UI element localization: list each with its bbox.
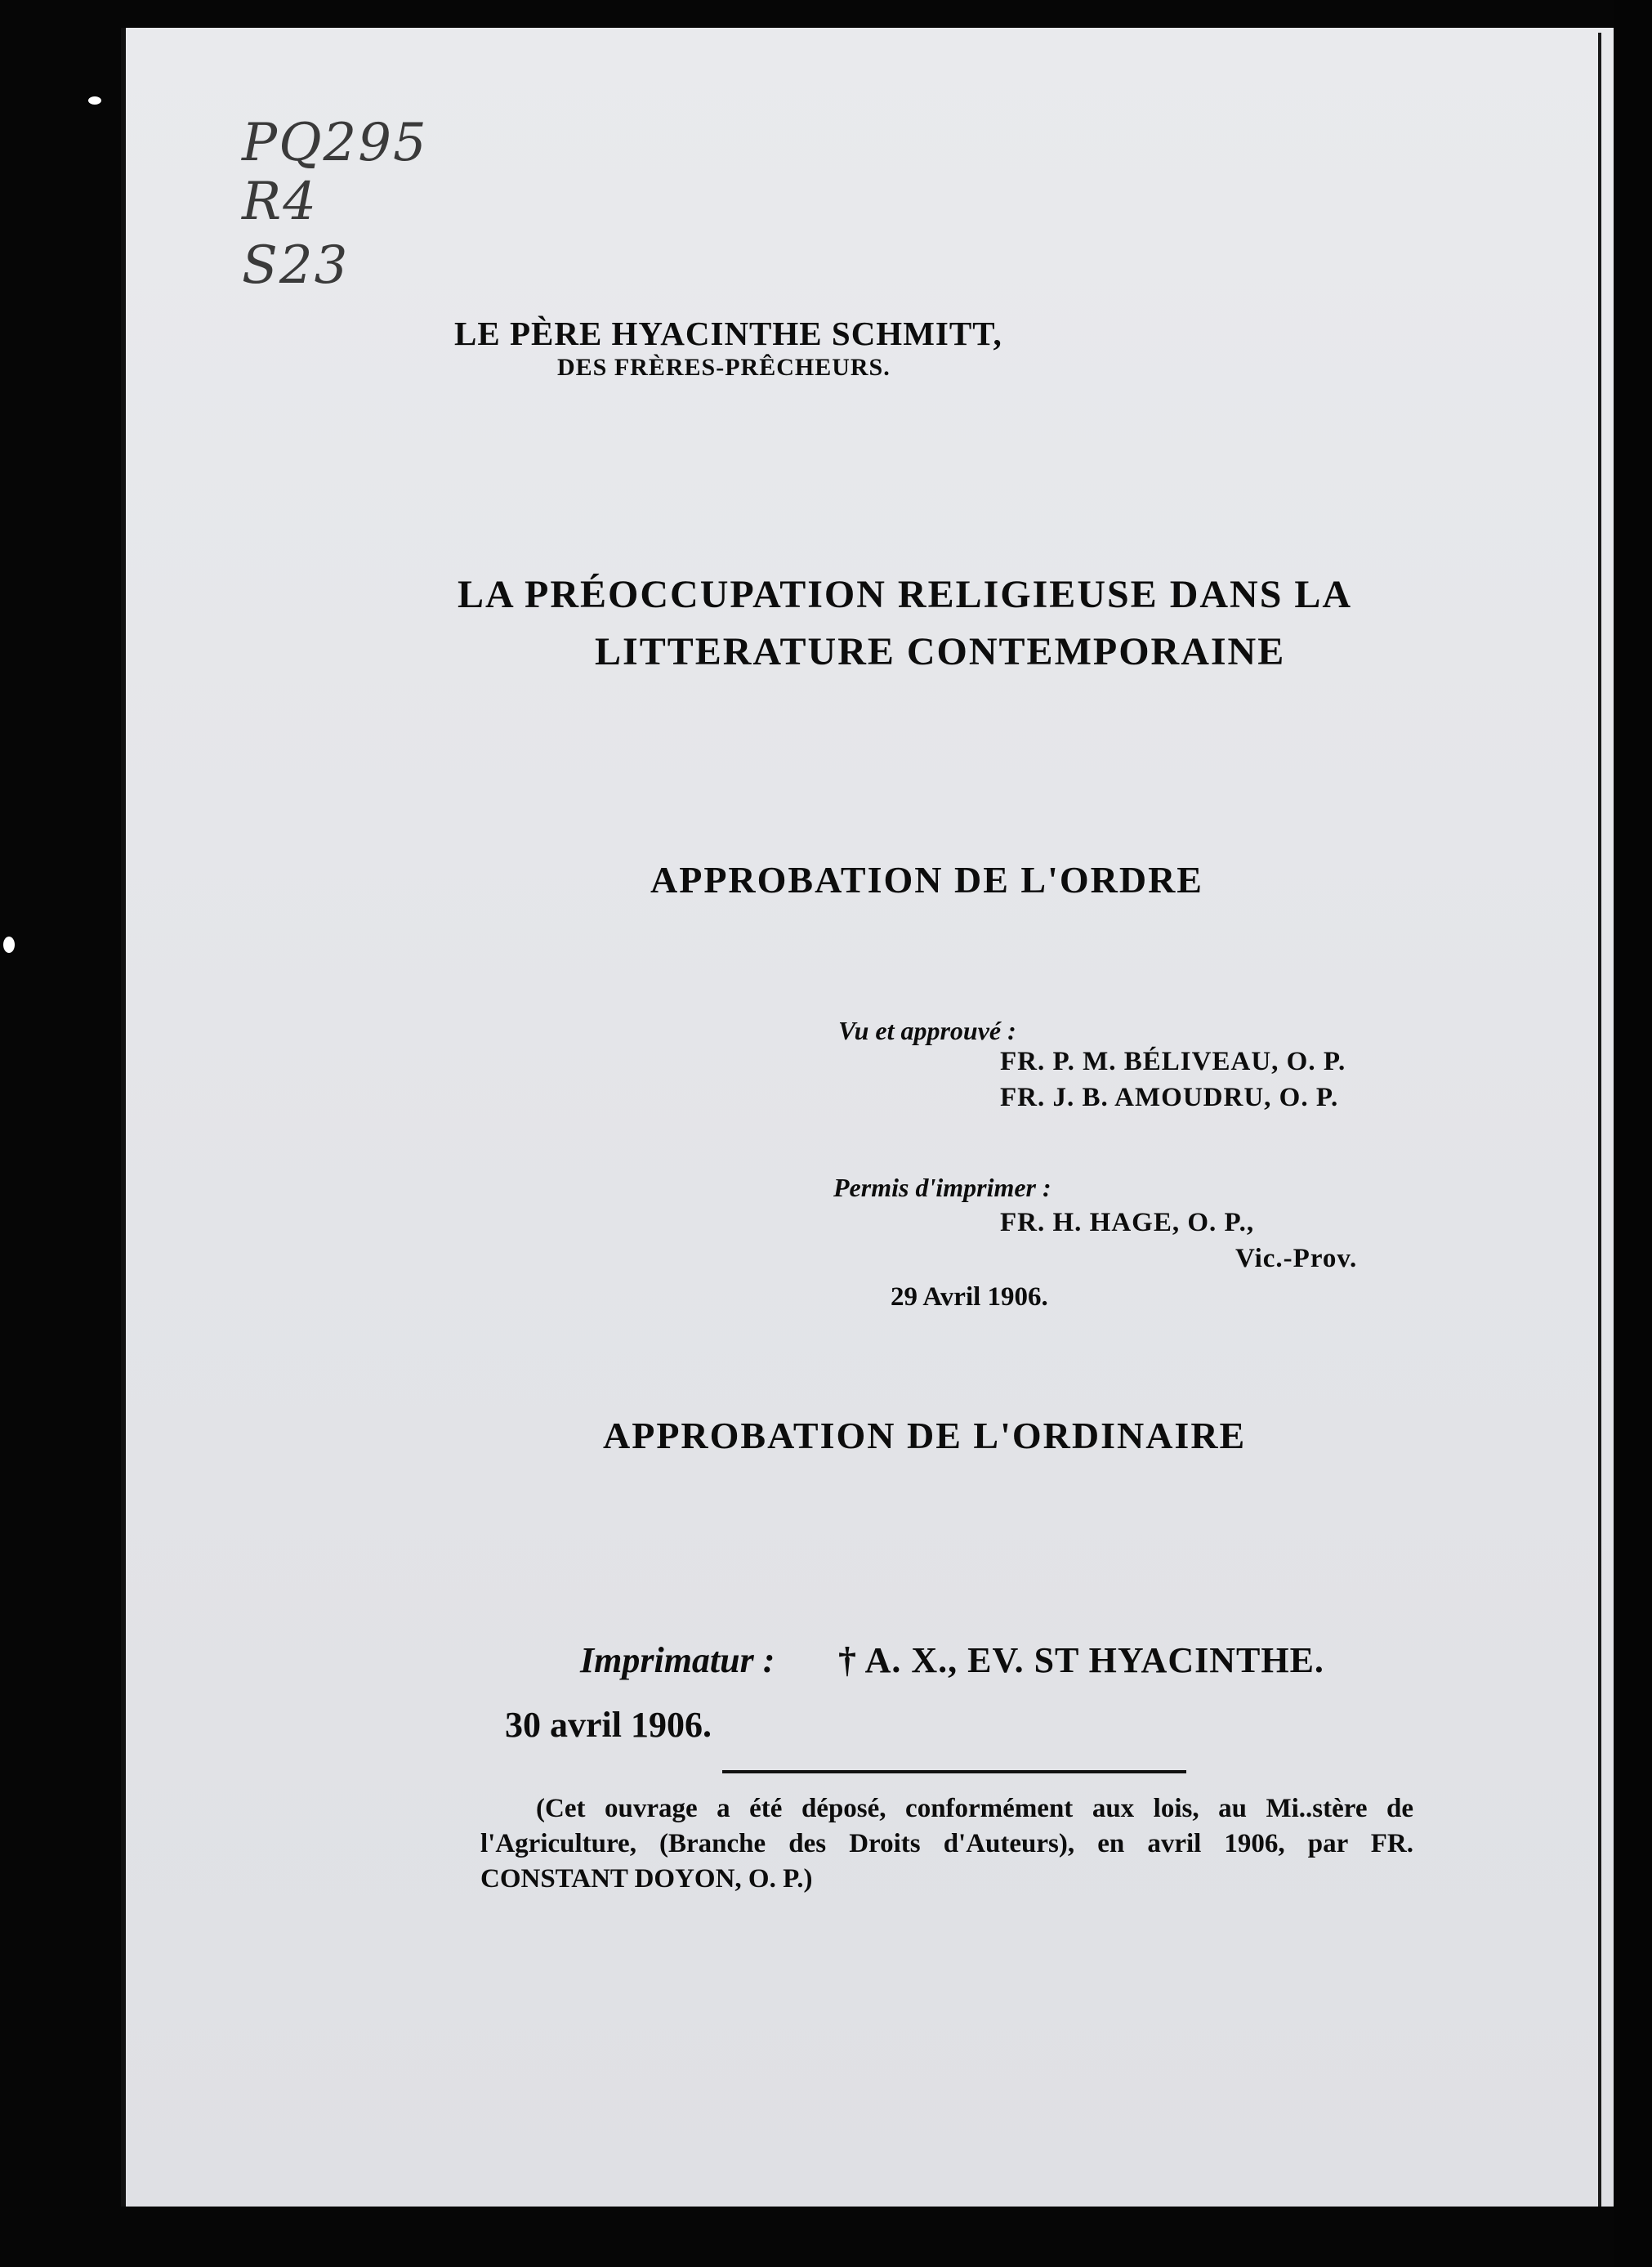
- approbation-ordre-heading: APPROBATION DE L'ORDRE: [650, 859, 1203, 901]
- imprimatur-label: Imprimatur :: [580, 1640, 775, 1680]
- call-number-line1: PQ295: [242, 113, 428, 173]
- call-number-line2: R4: [242, 172, 318, 232]
- imprimatur-date: 30 avril 1906.: [505, 1705, 712, 1745]
- approbation-ordre-date: 29 Avril 1906.: [891, 1282, 1048, 1312]
- signatory-beliveau: FR. P. M. BÉLIVEAU, O. P.: [1000, 1047, 1346, 1076]
- author-name: LE PÈRE HYACINTHE SCHMITT,: [454, 315, 1002, 352]
- horizontal-rule: [722, 1770, 1186, 1773]
- call-number-line3: S23: [242, 235, 350, 296]
- signatory-hage: FR. H. HAGE, O. P.,: [1000, 1208, 1255, 1237]
- book-title-line2: LITTERATURE CONTEMPORAINE: [595, 630, 1286, 673]
- signatory-amoudru: FR. J. B. AMOUDRU, O. P.: [1000, 1083, 1339, 1112]
- approbation-ordinaire-heading: APPROBATION DE L'ORDINAIRE: [603, 1415, 1247, 1456]
- page-edge-shadow: [1614, 0, 1652, 2267]
- dust-speck: [3, 937, 15, 953]
- signatory-hage-title: Vic.-Prov.: [1235, 1244, 1358, 1273]
- vu-approuve-label: Vu et approuvé :: [838, 1016, 1016, 1045]
- author-order: DES FRÈRES-PRÊCHEURS.: [557, 354, 891, 381]
- book-title-line1: LA PRÉOCCUPATION RELIGIEUSE DANS LA: [458, 573, 1353, 616]
- copyright-note: (Cet ouvrage a été déposé, conformément aux lois, au Mi..stère de l'Agriculture, (Branche des Droits d'Auteurs), en avril 1906, par FR. CONSTANT DOYON, O. P.): [480, 1794, 1413, 1894]
- permis-imprimer-label: Permis d'imprimer :: [833, 1173, 1051, 1202]
- page-fold-line: [1598, 33, 1601, 2207]
- dust-speck: [88, 96, 101, 105]
- imprimatur-value: † A. X., EV. ST HYACINTHE.: [838, 1640, 1324, 1680]
